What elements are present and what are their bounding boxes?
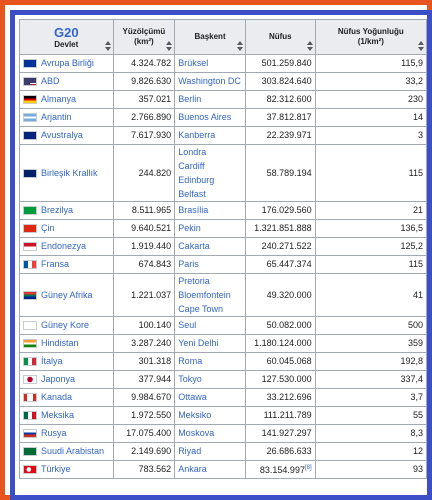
- capital-cell: [175, 335, 246, 353]
- country-name-link[interactable]: Suudi Arabistan: [41, 446, 105, 456]
- area-cell: 783.562: [113, 461, 175, 479]
- density-cell: 21: [315, 202, 426, 220]
- capital-cell: [175, 389, 246, 407]
- country-name-link[interactable]: Kanada: [41, 392, 73, 402]
- header-area[interactable]: [113, 20, 175, 55]
- area-cell: 301.318: [113, 353, 175, 371]
- population-value: 176.029.560: [261, 205, 312, 215]
- flag-de-icon[interactable]: [23, 95, 37, 104]
- density-cell: 500: [315, 317, 426, 335]
- flag-br-icon[interactable]: [23, 206, 37, 215]
- capital-link[interactable]: Kanberra: [178, 130, 216, 140]
- area-cell: 9.640.521: [113, 220, 175, 238]
- density-cell: 55: [315, 407, 426, 425]
- population-value: 141.927.297: [261, 428, 312, 438]
- country-cell[interactable]: [20, 202, 114, 220]
- capital-link[interactable]: Belfast: [178, 189, 206, 199]
- capital-link[interactable]: Tokyo: [178, 374, 202, 384]
- country-cell[interactable]: [20, 425, 114, 443]
- country-cell[interactable]: [20, 145, 114, 202]
- density-cell: 3: [315, 127, 426, 145]
- area-cell: 9.984.670: [113, 389, 175, 407]
- capital-link[interactable]: Buenos Aires: [178, 112, 232, 122]
- flag-gb-icon[interactable]: [23, 169, 37, 178]
- population-value: 58.789.194: [266, 167, 312, 178]
- population-cell: [245, 202, 315, 220]
- area-cell: 357.021: [113, 91, 175, 109]
- population-cell: [245, 55, 315, 73]
- capital-cell: [175, 256, 246, 274]
- area-cell: 7.617.930: [113, 127, 175, 145]
- capital-link[interactable]: Londra: [178, 147, 207, 157]
- area-cell: 9.826.630: [113, 73, 175, 91]
- capital-link[interactable]: Roma: [178, 356, 203, 366]
- density-cell: 337,4: [315, 371, 426, 389]
- population-value: 303.824.640: [261, 76, 312, 86]
- population-cell: [245, 256, 315, 274]
- table-row: [20, 389, 427, 407]
- capital-cell: [175, 127, 246, 145]
- capital-link[interactable]: Brüksel: [178, 58, 209, 68]
- header-density-label: Nüfus Yoğunluğu: [337, 27, 404, 36]
- population-value: 22.239.971: [266, 130, 312, 140]
- density-cell: 33,2: [315, 73, 426, 91]
- population-cell: [245, 335, 315, 353]
- capital-cell: [175, 109, 246, 127]
- flag-it-icon[interactable]: [23, 357, 37, 366]
- capital-link[interactable]: Brasília: [178, 205, 209, 215]
- area-cell: 377.944: [113, 371, 175, 389]
- capital-link[interactable]: Seul: [178, 320, 197, 330]
- population-value: 37.812.817: [266, 112, 312, 122]
- flag-sa-icon[interactable]: [23, 447, 37, 456]
- population-value: 33.212.696: [266, 392, 312, 402]
- country-cell[interactable]: [20, 238, 114, 256]
- population-value: 111.211.789: [263, 410, 312, 420]
- country-cell[interactable]: [20, 55, 114, 73]
- population-cell: [245, 353, 315, 371]
- country-name-link[interactable]: Meksika: [41, 410, 75, 420]
- sort-icon[interactable]: [166, 41, 172, 51]
- population-cell: [245, 274, 315, 317]
- density-cell: 125,2: [315, 238, 426, 256]
- area-cell: 2.766.890: [113, 109, 175, 127]
- capital-cell: [175, 353, 246, 371]
- country-name-link[interactable]: Brezilya: [41, 205, 74, 215]
- header-country-label: Devlet: [54, 39, 79, 49]
- population-value: 501.259.840: [261, 58, 312, 68]
- capital-link[interactable]: Meksiko: [178, 410, 212, 420]
- table-row: [20, 371, 427, 389]
- header-country[interactable]: [20, 20, 114, 55]
- country-cell[interactable]: [20, 256, 114, 274]
- header-density[interactable]: [315, 20, 426, 55]
- table-row: [20, 425, 427, 443]
- capital-link[interactable]: Bloemfontein: [178, 290, 231, 300]
- density-cell: 230: [315, 91, 426, 109]
- table-row: [20, 407, 427, 425]
- area-cell: 8.511.965: [113, 202, 175, 220]
- density-cell: 359: [315, 335, 426, 353]
- capital-link[interactable]: Pretoria: [178, 276, 210, 286]
- capital-link[interactable]: Moskova: [178, 428, 215, 438]
- country-name-link[interactable]: Çin: [41, 223, 55, 233]
- area-cell: 1.919.440: [113, 238, 175, 256]
- capital-cell: [175, 371, 246, 389]
- country-cell[interactable]: [20, 335, 114, 353]
- population-cell: [245, 461, 315, 479]
- table-row: [20, 202, 427, 220]
- table-row: [20, 145, 427, 202]
- capital-link[interactable]: Riyad: [178, 446, 202, 456]
- country-name-link[interactable]: Rusya: [41, 428, 67, 438]
- flag-fr-icon[interactable]: [23, 260, 37, 269]
- flag-au-icon[interactable]: [23, 131, 37, 140]
- population-value: 83.154.997: [259, 465, 305, 475]
- country-cell[interactable]: [20, 127, 114, 145]
- flag-za-icon[interactable]: [23, 291, 37, 300]
- density-cell: 136,5: [315, 220, 426, 238]
- population-value: 1.180.124.000: [254, 338, 312, 348]
- density-cell: 14: [315, 109, 426, 127]
- population-cell: [245, 220, 315, 238]
- capital-cell: [175, 220, 246, 238]
- population-cell: [245, 109, 315, 127]
- density-cell: 3,7: [315, 389, 426, 407]
- flag-ar-icon[interactable]: [23, 113, 37, 122]
- country-name-link[interactable]: Avrupa Birliği: [41, 58, 94, 68]
- area-cell: 1.972.550: [113, 407, 175, 425]
- population-cell: [245, 389, 315, 407]
- g20-table: [19, 19, 427, 479]
- country-name-link[interactable]: Arjantin: [41, 112, 72, 122]
- flag-ru-icon[interactable]: [23, 429, 37, 438]
- density-cell: 41: [315, 274, 426, 317]
- area-cell: 17.075.400: [113, 425, 175, 443]
- country-name-link[interactable]: Endonezya: [41, 241, 87, 251]
- country-cell[interactable]: [20, 274, 114, 317]
- capital-link[interactable]: Berlin: [178, 94, 202, 104]
- capital-link[interactable]: Ottawa: [178, 392, 207, 402]
- table-row: [20, 238, 427, 256]
- capital-cell: [175, 443, 246, 461]
- capital-link[interactable]: Pekin: [178, 223, 201, 233]
- density-cell: 115: [315, 256, 426, 274]
- capital-link[interactable]: Cardiff: [178, 161, 205, 171]
- country-cell[interactable]: [20, 371, 114, 389]
- table-row: [20, 127, 427, 145]
- country-cell[interactable]: [20, 109, 114, 127]
- country-name-link[interactable]: Avustralya: [41, 130, 83, 140]
- capital-cell: [175, 238, 246, 256]
- capital-link[interactable]: Ankara: [178, 464, 207, 474]
- country-cell[interactable]: [20, 461, 114, 479]
- population-cell: [245, 425, 315, 443]
- country-name-link[interactable]: Güney Afrika: [41, 289, 93, 300]
- sort-icon[interactable]: [237, 41, 243, 51]
- sort-icon[interactable]: [105, 41, 111, 51]
- table-row: [20, 220, 427, 238]
- country-cell[interactable]: [20, 220, 114, 238]
- header-area-unit: (km²): [134, 37, 154, 46]
- country-name-link[interactable]: Hindistan: [41, 338, 79, 348]
- capital-link[interactable]: Yeni Delhi: [178, 338, 219, 348]
- inner-frame: [10, 10, 432, 500]
- header-row: [20, 20, 427, 55]
- country-name-link[interactable]: Japonya: [41, 374, 76, 384]
- capital-cell: [175, 407, 246, 425]
- table-row: [20, 353, 427, 371]
- density-cell: 12: [315, 443, 426, 461]
- population-value: 65.447.374: [266, 259, 312, 269]
- population-value: 82.312.600: [266, 94, 312, 104]
- sort-icon[interactable]: [307, 41, 313, 51]
- table-row: [20, 256, 427, 274]
- flag-us-icon[interactable]: [23, 77, 37, 86]
- capital-cell: [175, 461, 246, 479]
- capital-link[interactable]: Washington DC: [178, 76, 241, 86]
- country-name-link[interactable]: Almanya: [41, 94, 77, 104]
- country-cell[interactable]: [20, 317, 114, 335]
- area-cell: 674.843: [113, 256, 175, 274]
- capital-cell: [175, 145, 246, 202]
- flag-in-icon[interactable]: [23, 339, 37, 348]
- table-row: [20, 335, 427, 353]
- country-name-link[interactable]: İtalya: [41, 356, 63, 366]
- area-cell: 244.820: [113, 145, 175, 202]
- flag-ca-icon[interactable]: [23, 393, 37, 402]
- flag-kr-icon[interactable]: [23, 321, 37, 330]
- area-cell: 3.287.240: [113, 335, 175, 353]
- population-value: 60.045.068: [266, 356, 312, 366]
- table-body: [20, 55, 427, 479]
- population-cell: [245, 238, 315, 256]
- country-name-link[interactable]: Türkiye: [41, 464, 71, 474]
- area-cell: 100.140: [113, 317, 175, 335]
- population-cell: [245, 371, 315, 389]
- capital-link[interactable]: Cakarta: [178, 241, 210, 251]
- flag-mx-icon[interactable]: [23, 411, 37, 420]
- population-cell: [245, 407, 315, 425]
- capital-cell: [175, 202, 246, 220]
- area-cell: 4.324.782: [113, 55, 175, 73]
- population-value: 26.686.633: [266, 446, 312, 456]
- table-row: [20, 461, 427, 479]
- header-density-unit: (1/km²): [357, 37, 384, 46]
- density-cell: 93: [315, 461, 426, 479]
- capital-link[interactable]: Paris: [178, 259, 199, 269]
- capital-link[interactable]: Cape Town: [178, 304, 224, 314]
- header-capital-label: Başkent: [194, 32, 226, 41]
- header-capital[interactable]: [175, 20, 246, 55]
- population-value: 127.530.000: [261, 374, 312, 384]
- density-cell: 115: [315, 145, 426, 202]
- g20-title-link[interactable]: G20: [54, 24, 79, 40]
- population-value: 1.321.851.888: [254, 223, 312, 233]
- country-cell[interactable]: [20, 407, 114, 425]
- header-population[interactable]: [245, 20, 315, 55]
- density-cell: 8,3: [315, 425, 426, 443]
- flag-cn-icon[interactable]: [23, 224, 37, 233]
- table-row: [20, 55, 427, 73]
- population-value: 49.320.000: [266, 289, 312, 300]
- area-cell: 1.221.037: [113, 274, 175, 317]
- flag-tr-icon[interactable]: [23, 465, 37, 474]
- country-name-link[interactable]: Birleşik Krallık: [41, 167, 98, 178]
- capital-cell: [175, 73, 246, 91]
- population-cell: [245, 91, 315, 109]
- country-name-link[interactable]: Güney Kore: [41, 320, 90, 330]
- header-area-label: Yüzölçümü: [122, 27, 166, 36]
- density-cell: 192,8: [315, 353, 426, 371]
- density-cell: 115,9: [315, 55, 426, 73]
- population-cell: [245, 317, 315, 335]
- population-cell: [245, 145, 315, 202]
- table-row: [20, 91, 427, 109]
- capital-cell: [175, 425, 246, 443]
- capital-cell: [175, 317, 246, 335]
- table-row: [20, 109, 427, 127]
- header-population-label: Nüfus: [268, 32, 292, 41]
- capital-cell: [175, 274, 246, 317]
- country-name-link[interactable]: ABD: [41, 76, 60, 86]
- flag-id-icon[interactable]: [23, 242, 37, 251]
- population-value: 240.271.522: [261, 241, 312, 251]
- country-cell[interactable]: [20, 389, 114, 407]
- table-row: [20, 274, 427, 317]
- table-row: [20, 73, 427, 91]
- reference-link[interactable]: [8]: [304, 465, 312, 471]
- table-row: [20, 317, 427, 335]
- flag-jp-icon[interactable]: [23, 375, 37, 384]
- population-cell: [245, 127, 315, 145]
- capital-cell: [175, 55, 246, 73]
- country-name-link[interactable]: Fransa: [41, 259, 70, 269]
- sort-icon[interactable]: [418, 41, 424, 51]
- country-cell[interactable]: [20, 443, 114, 461]
- population-value: 50.082.000: [266, 320, 312, 330]
- area-cell: 2.149.690: [113, 443, 175, 461]
- capital-cell: [175, 91, 246, 109]
- flag-eu-icon[interactable]: [23, 59, 37, 68]
- table-row: [20, 443, 427, 461]
- capital-link[interactable]: Edinburg: [178, 175, 215, 185]
- population-cell: [245, 443, 315, 461]
- country-cell[interactable]: [20, 353, 114, 371]
- country-cell[interactable]: [20, 73, 114, 91]
- population-cell: [245, 73, 315, 91]
- country-cell[interactable]: [20, 91, 114, 109]
